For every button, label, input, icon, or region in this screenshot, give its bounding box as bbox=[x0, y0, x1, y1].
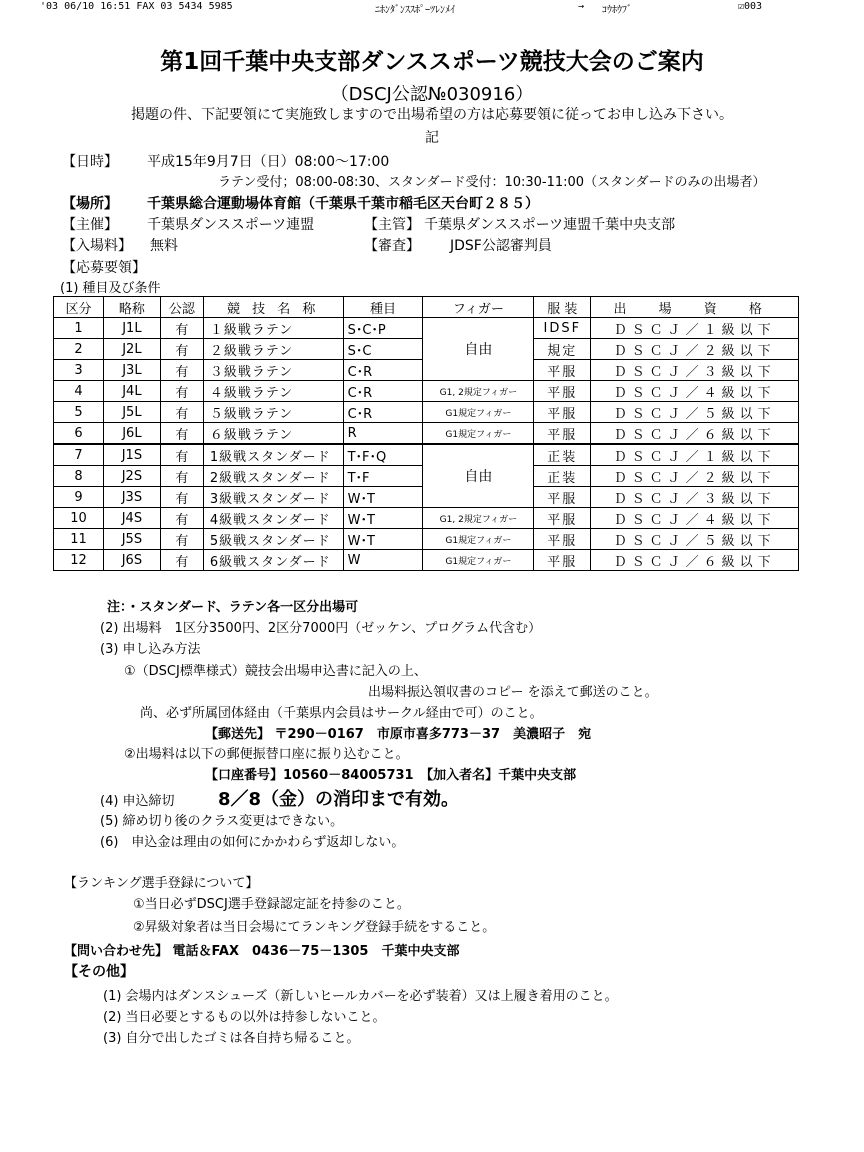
page-title: 第1回千葉中央支部ダンススポーツ競技大会のご案内 bbox=[160, 49, 704, 75]
cell-events: S･C･P bbox=[343, 318, 423, 339]
cell-code: J3L bbox=[103, 360, 160, 381]
cell-name: 4級戦スタンダード bbox=[203, 508, 343, 529]
ranking-title: 【ランキング選手登録について】 bbox=[64, 876, 259, 891]
cell-name: 1級戦スタンダード bbox=[203, 444, 343, 466]
col-header: 区分 bbox=[54, 297, 104, 318]
ranking-item-1: ①当日必ずDSCJ選手登録認定証を持参のこと。 bbox=[133, 897, 410, 912]
table-row bbox=[54, 508, 799, 529]
cell-auth: 有 bbox=[160, 466, 203, 487]
cell-name: 6級戦スタンダード bbox=[203, 550, 343, 571]
method-step-1a: ①（DSCJ標準様式）競技会出場申込書に記入の上、 bbox=[124, 664, 427, 679]
cell-events: R bbox=[343, 423, 423, 445]
organizer-value: 千葉県ダンススポーツ連盟千葉中央支部 bbox=[424, 217, 676, 233]
cell-name: ４級戦ラテン bbox=[203, 381, 343, 402]
cell-events: S･C bbox=[343, 339, 423, 360]
cell-dress: 平服 bbox=[534, 550, 591, 571]
fee-line: (2) 出場料 1区分3500円、2区分7000円（ゼッケン、プログラム代含む） bbox=[100, 621, 542, 636]
cell-qual: ＤＳＣＪ／４級以下 bbox=[591, 381, 799, 402]
cell-dress: 平服 bbox=[534, 360, 591, 381]
cell-qual: ＤＳＣＪ／３級以下 bbox=[591, 360, 799, 381]
cell-auth: 有 bbox=[160, 381, 203, 402]
method-step-1c: 尚、必ず所属団体経由（千葉県内会員はサークル経由で可）のこと。 bbox=[140, 706, 543, 721]
col-header: 出 場 資 格 bbox=[591, 297, 799, 318]
other-item-1: (1) 会場内はダンスシューズ（新しいヒールカバーを必ず装着）又は上履き着用のこと。 bbox=[103, 989, 618, 1004]
note-6: (6) 申込金は理由の如何にかかわらず返却しない。 bbox=[100, 835, 405, 850]
cell-name: ３級戦ラテン bbox=[203, 360, 343, 381]
other-item-2: (2) 当日必要とするもの以外は持参しないこと。 bbox=[103, 1010, 386, 1025]
cell-no: 9 bbox=[54, 487, 104, 508]
mail-address: 【郵送先】 〒290－0167 市原市喜多773－37 美濃昭子 宛 bbox=[205, 727, 592, 742]
cell-name: １級戦ラテン bbox=[203, 318, 343, 339]
competition-table bbox=[53, 296, 799, 571]
cell-figure: G1, 2規定フィガー bbox=[423, 381, 534, 402]
cell-dress: 規定 bbox=[534, 339, 591, 360]
cell-qual: ＤＳＣＪ／２級以下 bbox=[591, 466, 799, 487]
other-item-3: (3) 自分で出したゴミは各自持ち帰ること。 bbox=[103, 1031, 360, 1046]
cell-events: T･F･Q bbox=[343, 444, 423, 466]
fax-datetime: '03 06/10 16:51 FAX 03 5434 5985 bbox=[40, 1, 233, 12]
cell-name: 2級戦スタンダード bbox=[203, 466, 343, 487]
table-row bbox=[54, 550, 799, 571]
col-header: 競 技 名 称 bbox=[203, 297, 343, 318]
cell-figure: G1規定フィガー bbox=[423, 529, 534, 550]
cell-qual: ＤＳＣＪ／６級以下 bbox=[591, 423, 799, 445]
cell-auth: 有 bbox=[160, 423, 203, 445]
table-note: 注：・スタンダード、ラテン各一区分出場可 bbox=[107, 600, 359, 615]
contact-line: 【問い合わせ先】 電話＆FAX 0436－75－1305 千葉中央支部 bbox=[64, 944, 460, 959]
cell-auth: 有 bbox=[160, 402, 203, 423]
cell-dress: 平服 bbox=[534, 381, 591, 402]
cell-qual: ＤＳＣＪ／２級以下 bbox=[591, 339, 799, 360]
cell-events: C･R bbox=[343, 381, 423, 402]
cell-qual: ＤＳＣＪ／１級以下 bbox=[591, 318, 799, 339]
cell-no: 7 bbox=[54, 444, 104, 466]
cell-dress: 平服 bbox=[534, 423, 591, 445]
cell-figure: G1規定フィガー bbox=[423, 402, 534, 423]
cell-no: 4 bbox=[54, 381, 104, 402]
judge-label: 【審査】 bbox=[364, 238, 420, 254]
ranking-item-2: ②昇級対象者は当日会場にてランキング登録手続をすること。 bbox=[133, 920, 496, 935]
table-row bbox=[54, 423, 799, 445]
cell-events: W･T bbox=[343, 508, 423, 529]
cell-no: 2 bbox=[54, 339, 104, 360]
place-value: 千葉県総合運動場体育館（千葉県千葉市稲毛区天台町２８５） bbox=[147, 196, 539, 212]
cell-code: J1L bbox=[103, 318, 160, 339]
fax-recipient: ｺｳﾎｳﾌﾞ bbox=[602, 5, 632, 16]
cell-qual: ＤＳＣＪ／６級以下 bbox=[591, 550, 799, 571]
cell-events: C･R bbox=[343, 360, 423, 381]
cell-no: 5 bbox=[54, 402, 104, 423]
lead-text: 掲題の件、下記要領にて実施致しますので出場希望の方は応募要領に従ってお申し込み下さい。 bbox=[131, 107, 733, 123]
cell-dress: 正装 bbox=[534, 466, 591, 487]
date-label: 【日時】 bbox=[62, 154, 118, 170]
method-step-1b: 出場料振込領収書のコピー を添えて郵送のこと。 bbox=[368, 685, 658, 700]
date-value: 平成15年9月7日（日）08:00～17:00 bbox=[147, 154, 390, 170]
cell-auth: 有 bbox=[160, 508, 203, 529]
cell-code: J5L bbox=[103, 402, 160, 423]
cell-name: ５級戦ラテン bbox=[203, 402, 343, 423]
cell-no: 12 bbox=[54, 550, 104, 571]
cell-code: J3S bbox=[103, 487, 160, 508]
method-title: (3) 申し込み方法 bbox=[100, 642, 201, 657]
fax-sender: ﾆﾎﾝﾀﾞﾝｽｽﾎﾟｰﾂﾚﾝﾒｲ bbox=[375, 5, 455, 16]
col-header: フィガー bbox=[423, 297, 534, 318]
cell-auth: 有 bbox=[160, 444, 203, 466]
col-header: 公認 bbox=[160, 297, 203, 318]
cell-auth: 有 bbox=[160, 318, 203, 339]
table-row bbox=[54, 402, 799, 423]
col-header: 種目 bbox=[343, 297, 423, 318]
cell-no: 1 bbox=[54, 318, 104, 339]
method-step-2: ②出場料は以下の郵便振替口座に振り込むこと。 bbox=[124, 747, 409, 762]
table-row bbox=[54, 318, 799, 339]
cell-no: 10 bbox=[54, 508, 104, 529]
cell-no: 11 bbox=[54, 529, 104, 550]
cell-code: J2L bbox=[103, 339, 160, 360]
cell-no: 6 bbox=[54, 423, 104, 445]
cell-events: T･F bbox=[343, 466, 423, 487]
deadline-value: 8／8（金）の消印まで有効。 bbox=[218, 789, 460, 810]
cell-events: W･T bbox=[343, 487, 423, 508]
col-header: 服 装 bbox=[534, 297, 591, 318]
table-row bbox=[54, 529, 799, 550]
cell-events: W･T bbox=[343, 529, 423, 550]
cell-auth: 有 bbox=[160, 487, 203, 508]
cell-code: J6L bbox=[103, 423, 160, 445]
cell-dress: IDSF bbox=[534, 318, 591, 339]
cell-code: J1S bbox=[103, 444, 160, 466]
cell-figure-free: 自由 bbox=[423, 318, 534, 381]
cell-auth: 有 bbox=[160, 550, 203, 571]
host-label: 【主催】 bbox=[62, 217, 118, 233]
cell-name: ６級戦ラテン bbox=[203, 423, 343, 445]
cell-name: 5級戦スタンダード bbox=[203, 529, 343, 550]
other-title: 【その他】 bbox=[64, 964, 134, 980]
fax-header bbox=[0, 0, 864, 14]
cell-code: J4S bbox=[103, 508, 160, 529]
fee-label: 【入場料】 bbox=[62, 238, 132, 254]
cell-name: ２級戦ラテン bbox=[203, 339, 343, 360]
section-1-heading: (1) 種目及び条件 bbox=[60, 281, 161, 296]
reception-times: ラテン受付；08:00-08:30、スタンダード受付：10:30-11:00（スタンダードのみの出場者） bbox=[218, 175, 766, 190]
fee-value: 無料 bbox=[150, 238, 178, 254]
cell-qual: ＤＳＣＪ／５級以下 bbox=[591, 529, 799, 550]
host-value: 千葉県ダンススポーツ連盟 bbox=[147, 217, 315, 233]
cell-figure-free: 自由 bbox=[423, 444, 534, 508]
cell-no: 3 bbox=[54, 360, 104, 381]
organizer-label: 【主管】 bbox=[364, 217, 420, 233]
cell-qual: ＤＳＣＪ／４級以下 bbox=[591, 508, 799, 529]
cell-auth: 有 bbox=[160, 339, 203, 360]
cell-dress: 平服 bbox=[534, 529, 591, 550]
cell-no: 8 bbox=[54, 466, 104, 487]
judge-value: JDSF公認審判員 bbox=[450, 238, 552, 254]
fax-arrow: → bbox=[578, 1, 585, 12]
cell-dress: 平服 bbox=[534, 402, 591, 423]
cell-events: W bbox=[343, 550, 423, 571]
bank-account: 【口座番号】10560－84005731 【加入者名】千葉中央支部 bbox=[205, 768, 577, 783]
table-row bbox=[54, 444, 799, 466]
fax-page: ☑003 bbox=[738, 1, 763, 12]
table-row bbox=[54, 381, 799, 402]
table-header-row bbox=[54, 297, 799, 318]
cell-name: 3級戦スタンダード bbox=[203, 487, 343, 508]
cell-auth: 有 bbox=[160, 529, 203, 550]
cell-qual: ＤＳＣＪ／５級以下 bbox=[591, 402, 799, 423]
note-5: (5) 締め切り後のクラス変更はできない。 bbox=[100, 814, 344, 829]
page-subtitle: （DSCJ公認№030916） bbox=[330, 84, 534, 105]
cell-code: J5S bbox=[103, 529, 160, 550]
cell-figure: G1規定フィガー bbox=[423, 550, 534, 571]
cell-code: J2S bbox=[103, 466, 160, 487]
cell-qual: ＤＳＣＪ／３級以下 bbox=[591, 487, 799, 508]
place-label: 【場所】 bbox=[62, 196, 118, 212]
cell-dress: 平服 bbox=[534, 487, 591, 508]
cell-dress: 正装 bbox=[534, 444, 591, 466]
cell-figure: G1, 2規定フィガー bbox=[423, 508, 534, 529]
apply-label: 【応募要領】 bbox=[62, 260, 146, 276]
cell-code: J4L bbox=[103, 381, 160, 402]
cell-events: C･R bbox=[343, 402, 423, 423]
col-header: 略称 bbox=[103, 297, 160, 318]
deadline-label: (4) 申込締切 bbox=[100, 794, 175, 809]
ki-heading: 記 bbox=[425, 130, 439, 146]
cell-dress: 平服 bbox=[534, 508, 591, 529]
cell-auth: 有 bbox=[160, 360, 203, 381]
cell-code: J6S bbox=[103, 550, 160, 571]
cell-qual: ＤＳＣＪ／１級以下 bbox=[591, 444, 799, 466]
cell-figure: G1規定フィガー bbox=[423, 423, 534, 445]
